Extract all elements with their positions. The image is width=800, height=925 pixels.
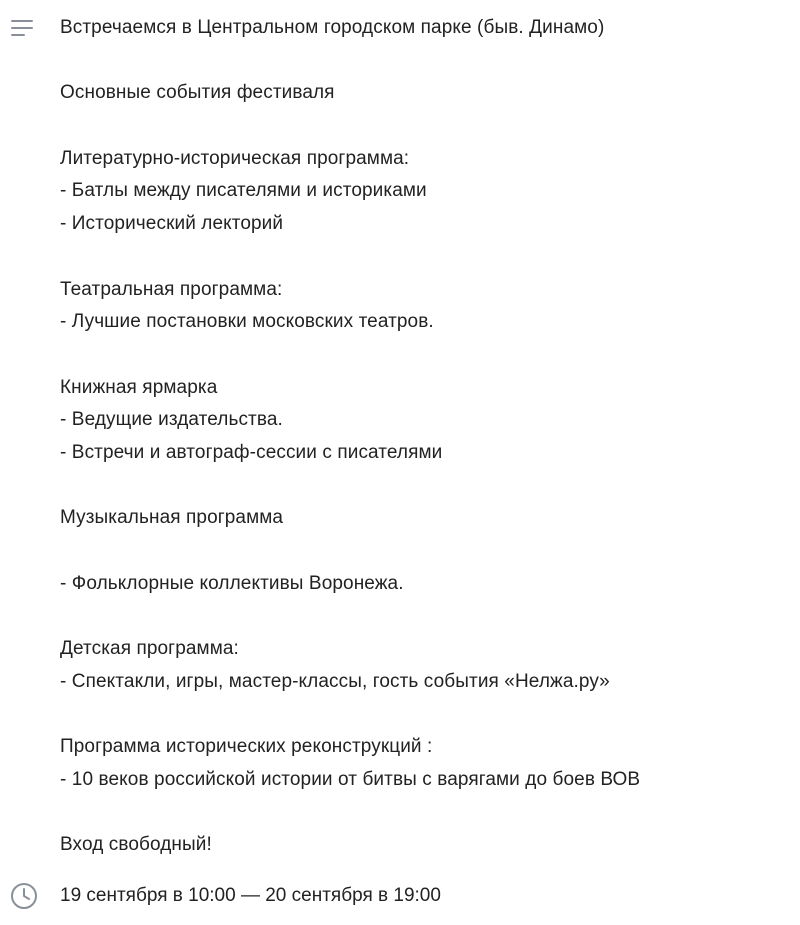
description-line: - Лучшие постановки московских театров. bbox=[60, 311, 434, 333]
text-lines-icon bbox=[10, 18, 36, 38]
description-line: Программа исторических реконструкций : bbox=[60, 736, 433, 758]
description-line: - Встречи и автограф-сессии с писателями bbox=[60, 441, 443, 463]
description-line: - Исторический лекторий bbox=[60, 213, 284, 235]
description-line: Вход свободный! bbox=[60, 834, 212, 856]
description-line: Основные события фестиваля bbox=[60, 82, 335, 104]
blank-line bbox=[60, 241, 780, 274]
event-description bbox=[60, 12, 780, 862]
description-line: Детская программа: bbox=[60, 638, 239, 660]
blank-line bbox=[60, 45, 780, 78]
description-line: Музыкальная программа bbox=[60, 507, 284, 529]
blank-line bbox=[60, 339, 780, 372]
description-line: Встречаемся в Центральном городском парке (быв. Динамо) bbox=[60, 17, 605, 38]
blank-line bbox=[60, 110, 780, 143]
description-line: Книжная ярмарка bbox=[60, 376, 218, 398]
description-line: - Фольклорные коллективы Воронежа. bbox=[60, 572, 404, 594]
description-line: - 10 веков российской истории от битвы с варягами до боев ВОВ bbox=[60, 768, 641, 790]
description-line: Театральная программа: bbox=[60, 278, 283, 300]
description-line: - Батлы между писателями и историками bbox=[60, 180, 427, 202]
blank-line bbox=[60, 797, 780, 830]
blank-line bbox=[60, 470, 780, 503]
description-line: - Ведущие издательства. bbox=[60, 409, 283, 431]
blank-line bbox=[60, 698, 780, 731]
event-date-range: 19 сентября в 10:00 — 20 сентября в 19:00 bbox=[60, 885, 441, 906]
clock-icon bbox=[10, 882, 38, 910]
description-line: - Спектакли, игры, мастер-классы, гость события «Нелжа.ру» bbox=[60, 670, 610, 692]
blank-line bbox=[60, 600, 780, 633]
blank-line bbox=[60, 535, 780, 568]
description-line: Литературно-историческая программа: bbox=[60, 147, 410, 169]
